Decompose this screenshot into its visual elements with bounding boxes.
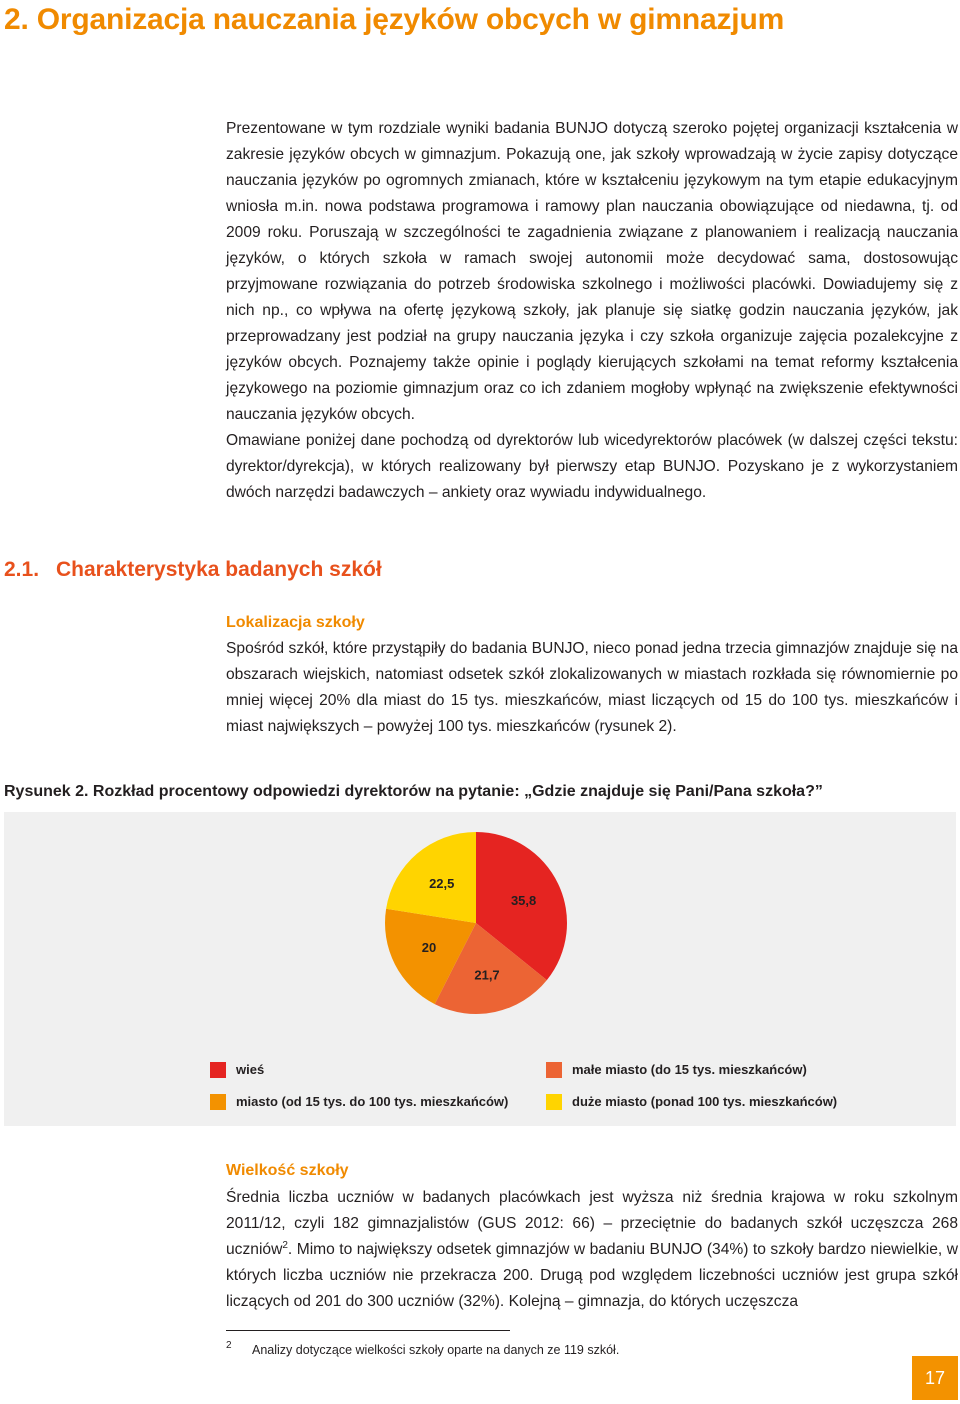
footnote-ref: 2 bbox=[282, 1239, 288, 1251]
legend-swatch-duze-miasto bbox=[546, 1094, 562, 1110]
intro-text bbox=[226, 116, 958, 506]
subsection-title-location: Lokalizacja szkoły bbox=[226, 614, 365, 631]
footnote-number: 2 bbox=[226, 1340, 232, 1351]
subsection-title-size: Wielkość szkoły bbox=[226, 1162, 349, 1179]
figure-caption: Rysunek 2. Rozkład procentowy odpowiedzi dyrektorów na pytanie: „Gdzie znajduje się Pani/Pana szkoła?” bbox=[4, 783, 823, 800]
footnote-text: Analizy dotyczące wielkości szkoły oparte na danych ze 119 szkół. bbox=[252, 1343, 620, 1357]
location-paragraph: Spośród szkół, które przystąpiły do badania BUNJO, nieco ponad jedna trzecia gimnazjów znajduje się na obszarach wiejskich, natomiast odsetek szkół zlokalizowanych w miastach rozkłada się równomiernie po mniej więcej 20% dla miast do 15 tys. mieszkańców, miast liczących od 15 do 100 tys. mieszkańców i miast największych – powyżej 100 tys. mieszkańców (rysunek 2). bbox=[226, 640, 958, 735]
legend-label-duze-miasto: duże miasto (ponad 100 tys. mieszkańców) bbox=[572, 1094, 838, 1109]
pie-label-wies: 35,8 bbox=[510, 893, 537, 909]
legend-label-wies: wieś bbox=[236, 1062, 265, 1077]
size-text bbox=[226, 1185, 958, 1315]
section-title: Charakterystyka badanych szkół bbox=[56, 558, 382, 581]
legend-label-miasto: miasto (od 15 tys. do 100 tys. mieszkańców) bbox=[236, 1094, 509, 1109]
section-heading bbox=[4, 556, 604, 584]
legend-swatch-miasto bbox=[210, 1094, 226, 1110]
size-text-part-2: . Mimo to największy odsetek gimnazjów w badaniu BUNJO (34%) to szkoły bardzo niewielkie, w których liczba uczniów nie przekracza 200. Drugą pod względem liczebności uczniów jest grupa szkół liczących od 201 do 300 uczniów (32%). Kolejną – gimnazja, do których uczęszcza bbox=[226, 1241, 958, 1310]
pie-label-miasto: 20 bbox=[421, 939, 437, 955]
section-number: 2.1. bbox=[4, 558, 40, 581]
location-text bbox=[226, 636, 958, 740]
pie-label-duze-miasto: 22,5 bbox=[429, 875, 455, 891]
intro-paragraph-1: Prezentowane w tym rozdziale wyniki badania BUNJO dotyczą szeroko pojętej organizacji kształcenia w zakresie języków obcych w gimnazjum. Pokazują one, jak szkoły wprowadzają w życie zapisy dotyczące nauczania języków po ogromnych zmianach, które w kształceniu językowym na tym etapie edukacyjnym wniosła m.in. nowa podstawa programowa i ramowy plan nauczania obowiązujące od niedawna, tj. od 2009 roku. Poruszają w szczególności te zagadnienia związane z planowaniem i realizacją nauczania języków, o których szkoła w ramach swojej autonomii może decydować sama, dostosowując przyjmowane rozwiązania do potrzeb środowiska szkolnego i możliwości placówki. Dowiadujemy się z nich np., co wpływa na ofertę językową szkoły, jak planuje się siatkę godzin nauczania języków, jak przeprowadzany jest podział na grupy nauczania języka i czy szkoła organizuje zajęcia pozalekcyjne z języków obcych. Poznajemy także opinie i poglądy kierujących szkołami na temat reformy kształcenia językowego na poziomie gimnazjum oraz co ich zdaniem mogłoby wpłynąć na zwiększenie efektywności nauczania języków obcych. bbox=[226, 120, 958, 423]
pie-chart-panel bbox=[4, 812, 956, 1126]
footnote-divider bbox=[226, 1330, 510, 1331]
size-paragraph bbox=[226, 1185, 958, 1315]
page-title: 2. Organizacja nauczania języków obcych w gimnazjum bbox=[4, 3, 785, 36]
intro-paragraph-2: Omawiane poniżej dane pochodzą od dyrektorów lub wicedyrektorów placówek (w dalszej części tekstu: dyrektor/dyrekcja), w których realizowany był pierwszy etap BUNJO. Pozyskano je z wykorzystaniem dwóch narzędzi badawczych – ankiety oraz wywiadu indywidualnego. bbox=[226, 432, 958, 501]
size-text-part-1: Średnia liczba uczniów w badanych placówkach jest wyższa niż średnia krajowa w roku szkolnym 2011/12, czyli 182 gimnazjalistów (GUS 2012: 66) – przeciętnie do badanych szkół uczęszcza 268 uczniów bbox=[226, 1189, 958, 1258]
legend-label-male-miasto: małe miasto (do 15 tys. mieszkańców) bbox=[572, 1062, 807, 1077]
pie-label-male-miasto: 21,7 bbox=[474, 967, 500, 983]
legend-swatch-wies bbox=[210, 1062, 226, 1078]
legend-swatch-male-miasto bbox=[546, 1062, 562, 1078]
page-number: 17 bbox=[912, 1356, 958, 1400]
pie-chart bbox=[4, 812, 956, 1126]
